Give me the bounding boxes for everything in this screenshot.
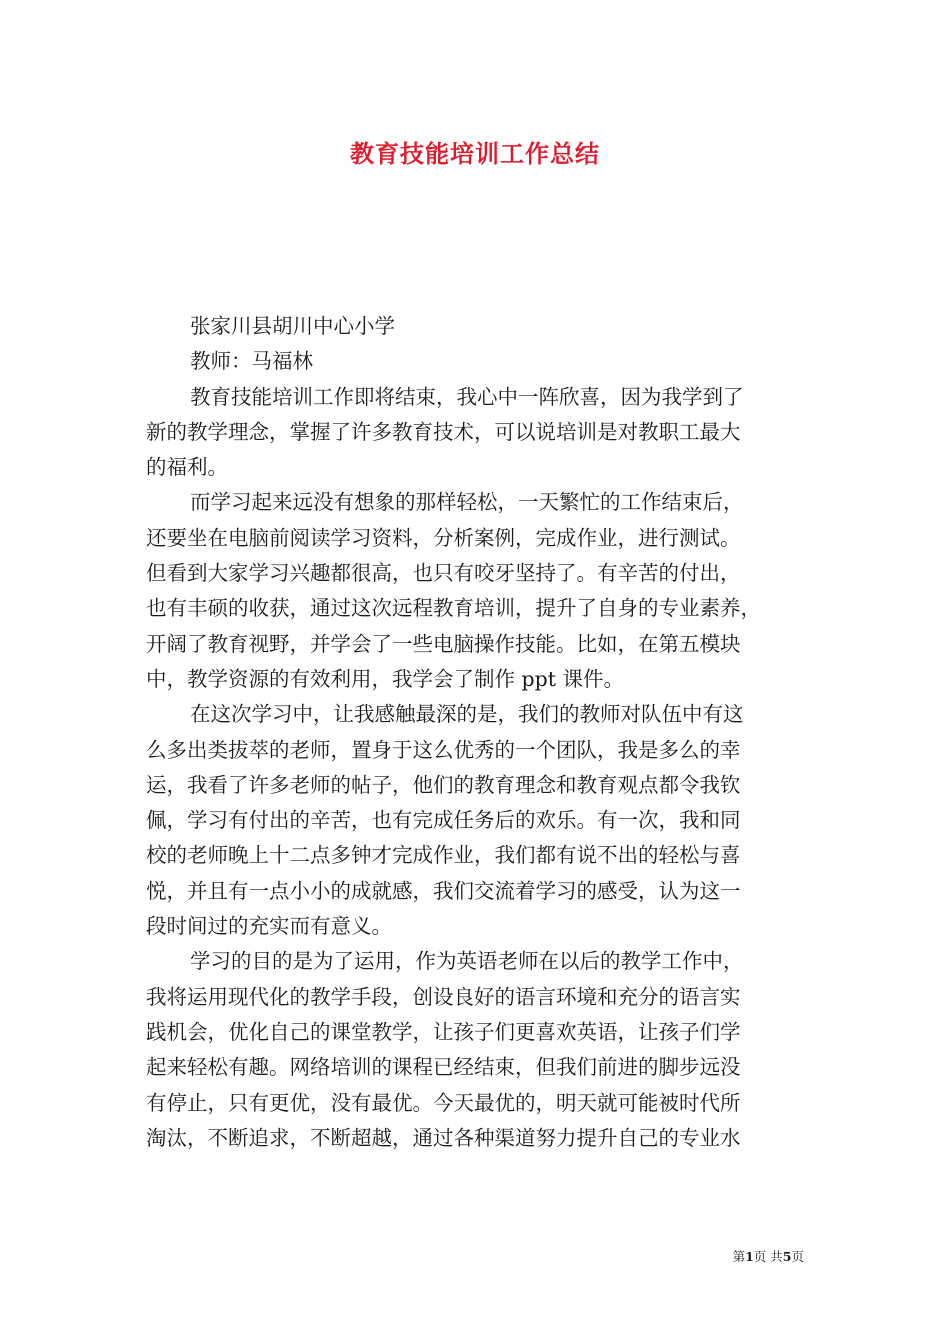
- text-line: 么多出类拔萃的老师，置身于这么优秀的一个团队，我是多么的幸: [146, 737, 741, 762]
- footer-middle: 页 共: [753, 1249, 783, 1264]
- text-line: 悦，并且有一点小小的成就感，我们交流着学习的感受，认为这一: [146, 878, 741, 903]
- document-title: 教育技能培训工作总结: [350, 139, 600, 168]
- text-line: 佩，学习有付出的辛苦，也有完成任务后的欢乐。有一次，我和同: [146, 808, 741, 833]
- text-line: 的福利。: [146, 455, 228, 480]
- text-line: 在这次学习中，让我感触最深的是，我们的教师对队伍中有这: [190, 702, 744, 727]
- text-line: 还要坐在电脑前阅读学习资料，分析案例，完成作业，进行测试。: [146, 525, 741, 550]
- text-line: 但看到大家学习兴趣都很高，也只有咬牙坚持了。有辛苦的付出，: [146, 561, 741, 586]
- document-body: [146, 309, 818, 1156]
- current-page-number: 1: [745, 1249, 754, 1264]
- text-line: 校的老师晚上十二点多钟才完成作业，我们都有说不出的轻松与喜: [146, 843, 741, 868]
- text-line: 运，我看了许多老师的帖子，他们的教育理念和教育观点都令我钦: [146, 772, 741, 797]
- page-footer: [733, 1247, 804, 1265]
- text-line: 教师：马福林: [190, 349, 313, 374]
- text-line: 开阔了教育视野，并学会了一些电脑操作技能。比如，在第五模块: [146, 631, 741, 656]
- footer-suffix: 页: [791, 1249, 804, 1264]
- text-line: 淘汰，不断追求，不断超越，通过各种渠道努力提升自己的专业水: [146, 1125, 741, 1150]
- text-line: 教育技能培训工作即将结束，我心中一阵欣喜，因为我学到了: [190, 384, 744, 409]
- text-line: 新的教学理念，掌握了许多教育技术，可以说培训是对教职工最大: [146, 419, 741, 444]
- text-line: 学习的目的是为了运用，作为英语老师在以后的教学工作中，: [190, 949, 744, 974]
- text-line: 而学习起来远没有想象的那样轻松，一天繁忙的工作结束后，: [190, 490, 744, 515]
- text-line: 践机会，优化自己的课堂教学，让孩子们更喜欢英语，让孩子们学: [146, 1019, 741, 1044]
- text-line: 张家川县胡川中心小学: [190, 314, 395, 338]
- text-line: 段时间过的充实而有意义。: [146, 914, 392, 939]
- text-line: 我将运用现代化的教学手段，创设良好的语言环境和充分的语言实: [146, 984, 741, 1009]
- total-pages-number: 5: [782, 1249, 792, 1264]
- text-line: 中，教学资源的有效利用，我学会了制作 ppt 课件。: [146, 666, 625, 691]
- text-line: 起来轻松有趣。网络培训的课程已经结束，但我们前进的脚步远没: [146, 1055, 741, 1080]
- text-line: 有停止，只有更优，没有最优。今天最优的，明天就可能被时代所: [146, 1090, 741, 1115]
- text-line: 也有丰硕的收获，通过这次远程教育培训，提升了自身的专业素养，: [146, 596, 761, 621]
- footer-prefix: 第: [732, 1249, 746, 1264]
